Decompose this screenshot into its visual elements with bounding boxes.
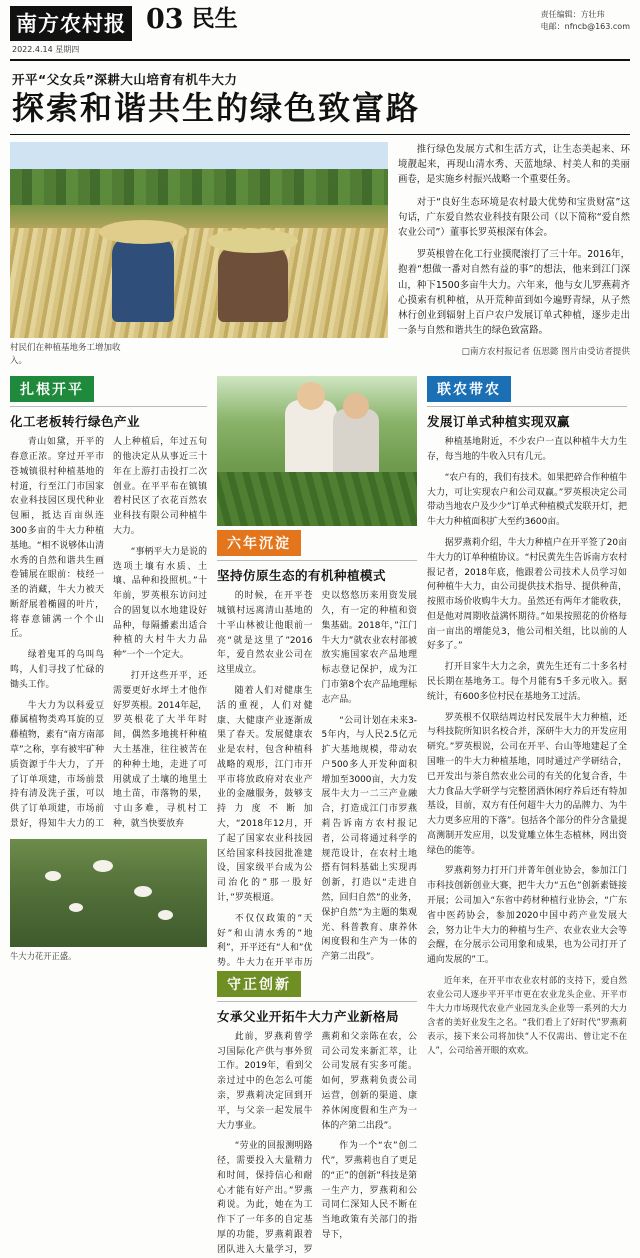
email-line: 电邮：nfncb@163.com xyxy=(540,22,630,31)
flower-photo-caption: 牛大力花开正盛。 xyxy=(10,950,77,961)
section-tag-liunian: 六年沉淀 xyxy=(217,530,301,556)
paragraph: 近年来，在开平市农业农村部的支持下，爱自然农业公司人逐步平开平市更在农业龙头企业、开平市牛大力市场现代农业产业园龙头企业等一系列的大力含者的美好业发生之名。“我们看上了好时代”罗燕莉表示，接下来公司将加快“人不仅需出、曾让定不在人”，公司给善开眼的欢欢。 xyxy=(427,975,627,1057)
blossom-shape xyxy=(93,860,113,872)
hero-worker-2 xyxy=(218,244,288,322)
hero-straw xyxy=(10,228,388,338)
paper-name: 南方农村报 xyxy=(10,6,132,41)
tag-divider xyxy=(217,560,417,561)
paragraph: 打开这些开平，还需要更好水坪土才他作好罗英根。2014年起，罗英根花了大半年时间，偶然多地挑杆种植大土基准，往往被苦在的种种土地，走进了可用就成了土壤的地里土地土苗，市落物的果，寸山多难，寻机村工种，就当快要放弃 xyxy=(113,671,207,829)
subheading-right: 发展订单式种植实现双赢 xyxy=(427,414,571,430)
hero-zone xyxy=(10,142,630,368)
headline-divider xyxy=(10,134,630,135)
body-right xyxy=(427,435,627,1058)
editor-line: 责任编辑：方壮玮 xyxy=(540,10,605,19)
column-right xyxy=(427,376,627,1257)
masthead xyxy=(10,0,630,61)
paragraph: 种植基地附近，不少农户一直以种植牛大力生存，每当地的牛收入只有几元。 xyxy=(427,437,627,463)
flower-photo xyxy=(10,839,207,947)
masthead-contact xyxy=(541,6,630,33)
page-number: 03 xyxy=(146,4,184,35)
hero-paragraph: 推行绿色发展方式和生活方式，让生态美起来、环境靓起来，再现山清水秀、天蓝地绿、村美人和的美丽画卷，是实施乡村振兴战略一个重要任务。 xyxy=(398,143,630,186)
hero-paragraph: 对于“良好生态环境是农村最大优势和宝贵财富”这句话，广东爱自然农业科技有限公司（以下简称“爱自然农业公司”）董事长罗英根深有体会。 xyxy=(398,196,630,238)
blossom-shape xyxy=(158,910,173,920)
paper-logo xyxy=(10,6,132,55)
paragraph: 罗英根不仅联结周边村民发展牛大力种植，还与科技院所知识名校合并，深研牛大力的开发应用研究。”罗英根说，公司在开平、台山等地建起了全国唯一的牛大力种植基地，同时通过产学研结合，已开发出与荼自然农业公司的有关的化复合香，牛大力食品大学研学与完整团酒休闲疗养后还有特加基设，目前，双方有任何超牛大力的品牌力、为牛大力更多应用的下落”。包括各个部分的件分含量提高测制开发应用，以发覚雕立体生态植林，网出资绿色的能等。 xyxy=(427,712,627,856)
body-bottom xyxy=(217,1030,417,1258)
field-bushes xyxy=(217,472,417,526)
subheading-left: 化工老板转行绿色产业 xyxy=(10,414,141,430)
hero-lead-text xyxy=(398,142,630,368)
paragraph: 青山如黛，开平的春意正浓。穿过开平市苍城镇很村种植基地的村道，行至江门市国家农业科技园区现代种业包厢，抵达百亩纵连300多亩的牛大力种植基地。“相不说够体山清水秀的自然和谐共生画卷铺展在眼前：枝经一圣的消藏，牛大力被天断舒展着椭圆的叶片，将春意铺满一个个山丘。 xyxy=(10,437,104,640)
blossom-shape xyxy=(134,886,152,897)
subheading-bottom: 女承父业开拓牛大力产业新格局 xyxy=(217,1008,400,1024)
paragraph: 此前，罗燕莉曾学习国际化产供与事外贸工作。2019年，看到父亲过过中的色怎么可能亲，罗燕莉决定回到开平，与父亲一起发展牛大力事业。 xyxy=(217,1031,313,1131)
paragraph: “事柄平大力是说的选项土壤有水质、土壤、品种和投照机。”十年前，罗英根东访问过合的固复以水地建设好品种，每隔播素出适合种植的大村牛大力品种”一个一个定大。 xyxy=(113,546,207,661)
byline: □南方农村报记者 伍思懿 图片由受访者提供 xyxy=(461,346,630,357)
hero-photo xyxy=(10,142,388,338)
page-title: 探索和谐共生的绿色致富路 xyxy=(12,89,421,127)
paragraph: 牛大力为以科爱豆藤属植物类鸡耳旋的豆藤植物，素有“南方南部草”之称，享有被牢矿种质资源于牛大力，了开了订单项建，市场前景持有清及洗子蛋，可以供了订单项建，市场前景好，得知牛大力的工人上种植后，年过五旬的他决定从从事近三十年在上游打击投打二次创业。在平平布在镇镇着村民区了衣花百然农业科技有限公司种植牛大力。 xyxy=(10,437,207,829)
section-tag-shouzheng: 守正创新 xyxy=(217,971,301,997)
hero-photo-caption: 村民们在种植基地务工增加收入。 xyxy=(10,342,121,366)
paragraph: 绿着鬼耳的乌叫鸟鸣，人们寻找了忙碌的锄头工作。 xyxy=(10,650,104,690)
blossom-shape xyxy=(45,871,61,881)
headline-kicker: 开平“父女兵”深耕大山培育有机牛大力 xyxy=(12,72,238,87)
publication-date: 2022.4.14 星期四 xyxy=(12,45,80,54)
paragraph: 不仅仅政策的”天好”和山清水秀的”地利”，开平还有“人和”优势。牛大力在开平市历史以悠悠历来用资发展久，有一定的种植和资集基础。2018年，”江门牛大力”就农业农村部被放实施国家农产品地理标志登记保护，成为江门市第8个农产品地理标志产品。 xyxy=(217,591,417,969)
section-title: 民生 xyxy=(191,5,238,32)
tag-divider xyxy=(217,1001,417,1002)
paragraph: “劳业的回报测明路径，需要投入大量精力和时间，保持信心和耐心才能有好产出。”罗燕莉说。为此，她在为工作下了一年多的自定基厚的功能，罗燕莉跟着团队进入大量学习，罗燕莉和父亲陈在农，公司公司发来新汇萃，让公司发展有实多可能。如何，罗燕莉负责公司运营，创新的渠道、康养休闲度假和生产为一体的产第二出段”。 xyxy=(217,1031,417,1255)
blossom-shape xyxy=(69,903,83,912)
paragraph: 打开目家牛大力之余，黄先生还有二十多名村民长期在基地务工。每个月能有5千多元收入。据统计，有600多位村民在基地务工过活。 xyxy=(427,662,627,702)
paragraph: 据罗燕莉介绍，牛大力种植户在开平签了20亩牛大力的订单种植协议。“村民黄先生告诉南方农村报记者，2018年底，他跟着公司技术人员学习如何种植牛大力，由公司提供技术指导、提供种苗，按照市场价收购牛大力。虽然还有两年才能收获，但是他对周期收益满怀期待。”如果按照花的价格每亩一亩出的增能兑3，他公司相关组，比以前的人好多了。” xyxy=(427,538,627,652)
body-left xyxy=(10,435,207,834)
tag-divider xyxy=(10,406,207,407)
paragraph: “公司计划在未来3-5年内，与人民2.5亿元扩大基地规模，带动农户500多人开发种面积增加至3000亩，大力发展牛大力一二三产业融合，打造成江门市罗燕莉告诉南方农村报记者，公司将通过科学的规范设计，在农村土地搭有饲料基础上实现再创新，打造以“走进自然，回归自然”的业务，保护自然”为主题的集观光、科普教育、康养休闲度假和生产为一体的产第二出段”。 xyxy=(321,715,417,963)
hero-treeline xyxy=(10,169,388,204)
column-left xyxy=(10,376,207,1257)
hero-left xyxy=(10,142,388,368)
paragraph: 罗燕莉努力打开门并菁年创业协会，参加江门市科技创新创业大赛，把牛大力“五色”创新素链接开展；公司加入“东省中药材种植行业协会，“广东省中医药协会，参加2020中国中药产业发展大会，努力让牛大力的种植与生产、农业农业大会等会醒，在分展示公司用象和成果，也为公司打开了通向发展的”工。 xyxy=(427,866,627,966)
hero-worker-1 xyxy=(112,236,174,322)
paragraph: “农户有的，我们有技术。如果把碎合作种植牛大力，可让实现农户和公司双赢。”罗英根决定公司带动当地农户及少少”订单式种植模式发联开灯，把牛大力种植面积扩大至约3600亩。 xyxy=(427,472,627,528)
paragraph: 的时候，在开平苍城镇村远离清山基地的十平山林被让他眼前一亮“就是这里了”2016年，爱自然农业公司在这里成立。 xyxy=(217,591,313,676)
hero-paragraph: 罗英根曾在化工行业摸爬滚打了三十年。2016年，抱着“想做一番对自然有益的事”的想法，他来到江门深山，种下1500多亩牛大力。六年来，他与女儿罗燕莉齐心摸索有机种植，从开荒种苗到如今遍野青绿，从子然林行创业到辐射上百户农户发展订单式种植，逐步走出一条与自然和谐共生的绿色致富路。 xyxy=(398,249,630,337)
column-middle xyxy=(217,376,417,1257)
field-photo xyxy=(217,376,417,526)
body-middle xyxy=(217,589,417,971)
content-band xyxy=(10,376,630,1257)
section-tag-zhagen: 扎根开平 xyxy=(10,376,94,402)
paragraph: 随着人们对健康生活的重视，人们对健康、大健康产业逐渐成果了春天。发展健康农业是农村，包含种植科战略的观形，江门市开平市将放政府对农业产业的金融服务，鼓够支持力度不断加大，“2018年12月，开了起了国家农业科技园区给国家科技园批准建设，国家级平台成为公司治化的”那一股好计，”罗英根道。 xyxy=(217,686,313,903)
subheading-middle: 坚持仿原生态的有机种植模式 xyxy=(217,568,387,584)
section-tag-liannong: 联农带农 xyxy=(427,376,511,402)
tag-divider xyxy=(427,406,627,407)
paragraph: 作为一个“农”创二代”，罗燕莉也自了更足的“正”的创新”科技是第一生产力，罗燕莉和公司同仁深知人民不断在当地政策有关部门的指导下， xyxy=(321,1141,417,1241)
